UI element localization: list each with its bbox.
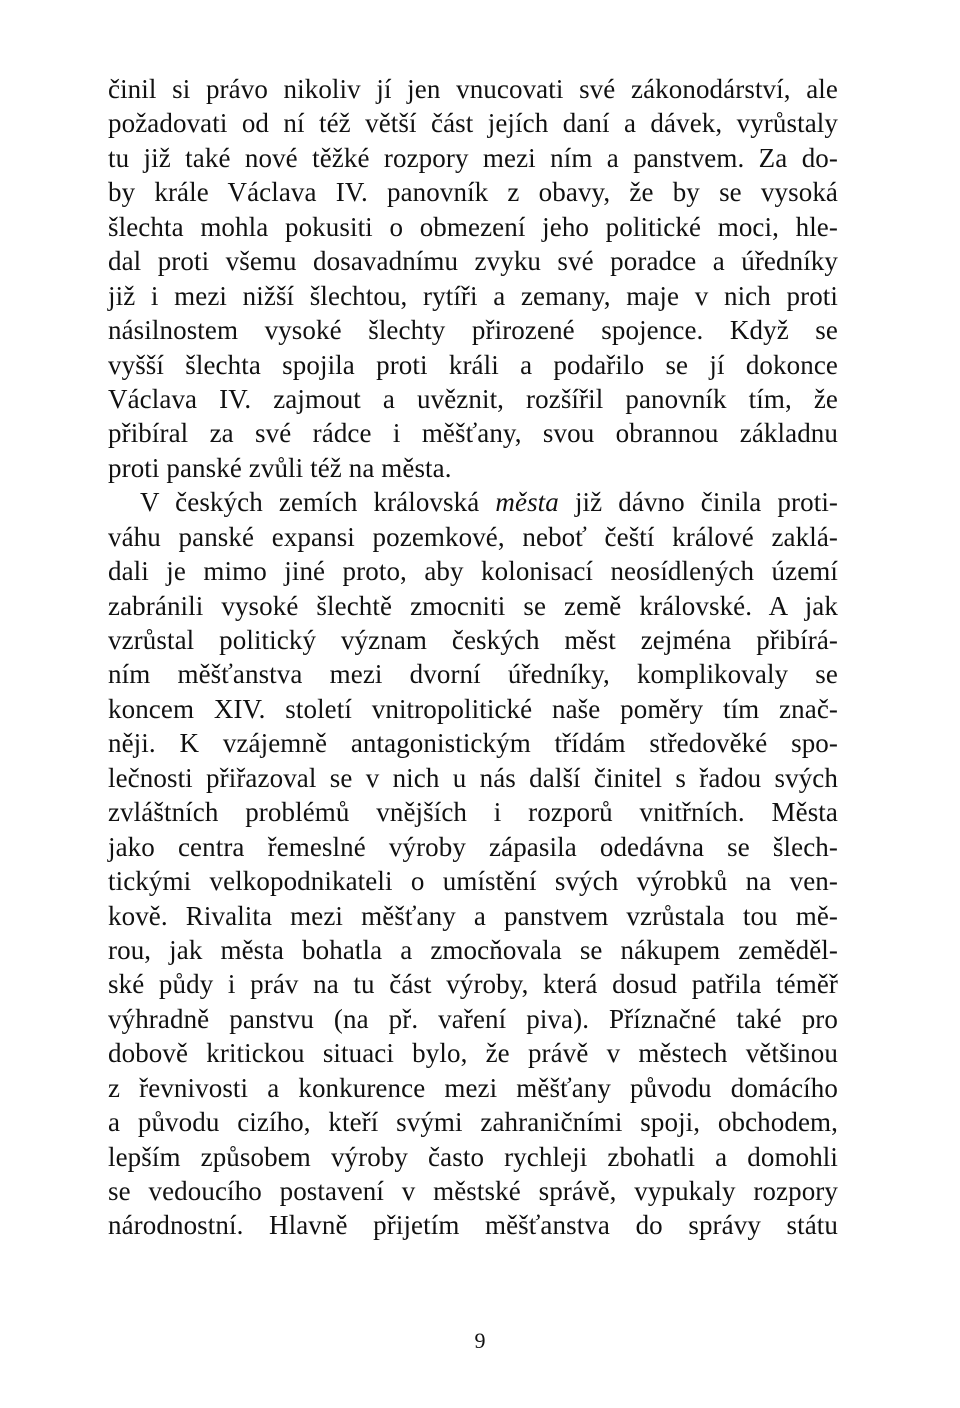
text-line: násilnostem vysoké šlechty přirozené spojence. Když se bbox=[108, 315, 838, 346]
text-line: vyšší šlechta spojila proti králi a podařilo se jí dokonce bbox=[108, 349, 838, 380]
text-line: vzrůstal politický význam českých měst zejména přibírá- bbox=[108, 625, 838, 655]
text-line: a původu cizího, kteří svými zahraničními spoji, obchodem, bbox=[108, 1107, 838, 1138]
paragraph-start-line bbox=[108, 485, 838, 519]
page-number: 9 bbox=[474, 1328, 486, 1353]
text-line: by krále Václava IV. panovník z obavy, že by se vysoká bbox=[108, 177, 838, 208]
text-line: dali je mimo jiné proto, aby kolonisací neosídlených území bbox=[108, 556, 838, 587]
emphasized-word: města bbox=[495, 487, 559, 518]
text-line: se vedoucího postavení v městské správě, vypukaly rozpory bbox=[108, 1176, 838, 1206]
text-line: již i mezi nižší šlechtou, rytíři a zemany, maje v nich proti bbox=[108, 280, 838, 311]
text-line: přibíral za své rádce i měšťany, svou obrannou základnu bbox=[108, 418, 838, 449]
text-fragment: již dávno činila proti- bbox=[558, 487, 839, 518]
text-line: dal proti všemu dosavadnímu zvyku své poradce a úředníky bbox=[108, 246, 838, 277]
text-fragment: V českých zemích královská bbox=[140, 487, 496, 518]
text-line: ním měšťanstva mezi dvorní úředníky, komplikovaly se bbox=[108, 659, 838, 690]
text-line: koncem XIV. století vnitropolitické naše poměry tím znač- bbox=[108, 693, 838, 724]
text-line: rou, jak města bohatla a zmocňovala se nákupem zeměděl- bbox=[108, 934, 838, 965]
text-line: lečnosti přiřazoval se v nich u nás další činitel s řadou svých bbox=[108, 762, 838, 793]
text-line: činil si právo nikoliv jí jen vnucovati své zákonodárství, ale bbox=[108, 74, 838, 104]
text-line: kově. Rivalita mezi měšťany a panstvem vzrůstala tou mě- bbox=[108, 900, 838, 931]
text-line: něji. K vzájemně antagonistickým třídám středověké spo- bbox=[108, 728, 838, 759]
text-line: lepším způsobem výroby často rychleji zbohatli a domohli bbox=[108, 1141, 838, 1172]
text-line: ské půdy i práv na tu část výroby, která dosud patřila téměř bbox=[108, 969, 838, 1000]
text-line: tickými velkopodnikateli o umístění svých výrobků na ven- bbox=[108, 866, 838, 897]
text-line: požadovati od ní též větší část jejích daní a dávek, vyrůstaly bbox=[108, 108, 838, 139]
text-line: jako centra řemeslné výroby zápasila odedávna se šlech- bbox=[108, 831, 838, 862]
paragraph-end-line: proti panské zvůli též na města. bbox=[108, 452, 452, 483]
text-line: váhu panské expansi pozemkové, neboť čeští králové zaklá- bbox=[108, 521, 838, 552]
text-line: z řevnivosti a konkurence mezi měšťany původu domácího bbox=[108, 1072, 838, 1103]
text-line: zvláštních problémů vnějších i rozporů vnitřních. Města bbox=[108, 797, 838, 828]
text-line: tu již také nové těžké rozpory mezi ním a panstvem. Za do- bbox=[108, 142, 838, 173]
text-line: dobově kritickou situaci bylo, že právě v městech většinou bbox=[108, 1038, 838, 1069]
text-line: národnostní. Hlavně přijetím měšťanstva do správy státu bbox=[108, 1210, 838, 1241]
text-line: Václava IV. zajmout a uvěznit, rozšířil panovník tím, že bbox=[108, 383, 838, 414]
text-line: výhradně panstvu (na př. vaření piva). Příznačné také pro bbox=[108, 1003, 838, 1034]
text-line: zabránili vysoké šlechtě zmocniti se země královské. A jak bbox=[108, 590, 838, 621]
text-line: šlechta mohla pokusiti o obmezení jeho politické moci, hle- bbox=[108, 211, 838, 242]
body-text bbox=[108, 72, 838, 1243]
